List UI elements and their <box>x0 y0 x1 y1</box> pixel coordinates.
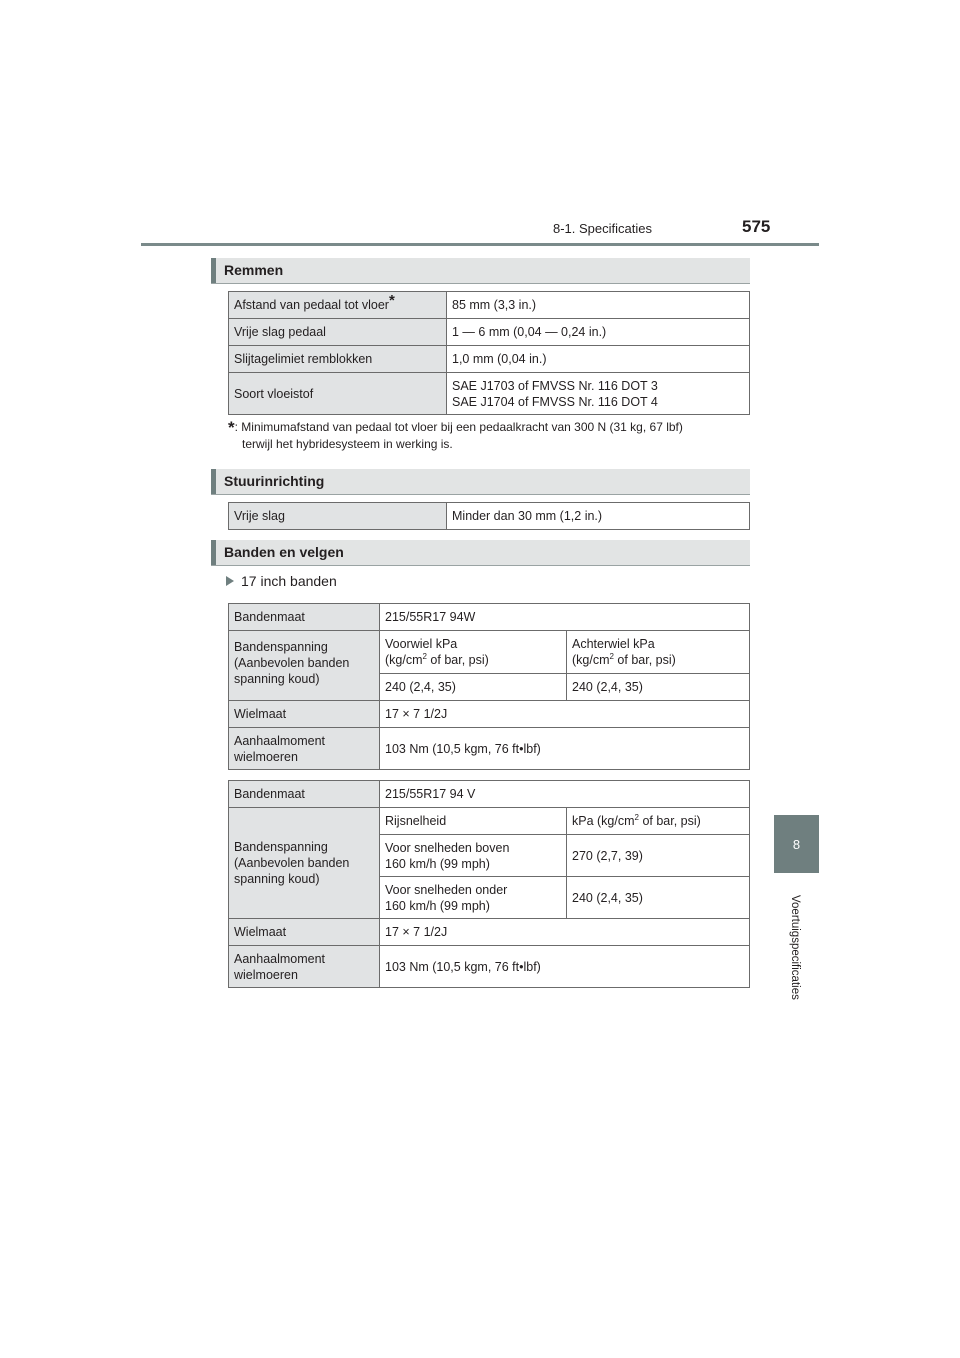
table-row: Aanhaalmoment wielmoeren 103 Nm (10,5 kgm, 76 ft•lbf) <box>229 728 750 770</box>
banden-table-2 <box>228 780 750 988</box>
table-row: Voor snelheden boven 160 km/h (99 mph) 270 (2,7, 39) <box>229 835 750 877</box>
table-row: Bandenspanning (Aanbevolen banden spanning koud) Voorwiel kPa ($kg/cm^2$ of bar, psi) Achterwiel kPa ($kg/cm^2$ of bar, psi) <box>229 631 750 674</box>
row-label: Slijtagelimiet remblokken <box>229 346 447 373</box>
chapter-tab[interactable] <box>774 815 819 873</box>
table-row <box>229 503 750 530</box>
header-rule <box>141 243 819 246</box>
heading-stuurinrichting: Stuurinrichting <box>211 469 750 495</box>
row-value: SAE J1703 of FMVSS Nr. 116 DOT 3 SAE J1704 of FMVSS Nr. 116 DOT 4 <box>447 373 750 415</box>
row-label: Vrije slag <box>229 503 447 530</box>
row-label: Afstand van pedaal tot vloer* <box>229 292 447 319</box>
table-row: Bandenmaat 215/55R17 94 V <box>229 781 750 808</box>
table-row: Aanhaalmoment wielmoeren 103 Nm (10,5 kgm, 76 ft•lbf) <box>229 946 750 988</box>
row-value: Minder dan 30 mm (1,2 in.) <box>447 503 750 530</box>
row-label: Vrije slag pedaal <box>229 319 447 346</box>
heading-remmen: Remmen <box>211 258 750 284</box>
table-row <box>229 373 750 415</box>
table-row <box>229 319 750 346</box>
footnote: *: Minimumafstand van pedaal tot vloer bij een pedaalkracht van 300 N (31 kg, 67 lbf) terwijl het hybridesysteem in werking is. <box>228 418 683 451</box>
row-value: 85 mm (3,3 in.) <box>447 292 750 319</box>
section-title: 8-1. Specificaties <box>553 221 652 236</box>
row-value: 1,0 mm (0,04 in.) <box>447 346 750 373</box>
table-row: Bandenspanning (Aanbevolen banden spanning koud) Rijsnelheid kPa ($kg/cm^2$ of bar, psi) <box>229 808 750 835</box>
triangle-bullet-icon <box>226 576 234 586</box>
remmen-table <box>228 291 750 415</box>
heading-banden: Banden en velgen <box>211 540 750 566</box>
table-row: Voor snelheden onder 160 km/h (99 mph) 240 (2,4, 35) <box>229 877 750 919</box>
table-row <box>229 346 750 373</box>
stuurinrichting-table <box>228 502 750 530</box>
banden-table-1 <box>228 603 750 770</box>
chapter-number: 8 <box>792 836 801 852</box>
row-label: Soort vloeistof <box>229 373 447 415</box>
chapter-label: Voertuigspecificaties <box>789 895 801 1000</box>
table-row: 240 (2,4, 35) 240 (2,4, 35) <box>229 674 750 701</box>
page-number: 575 <box>742 217 771 236</box>
table-row: Wielmaat 17 × 7 1/2J <box>229 919 750 946</box>
table-row: Bandenmaat 215/55R17 94W <box>229 604 750 631</box>
row-value: 1 — 6 mm (0,04 — 0,24 in.) <box>447 319 750 346</box>
subheading-17-inch: 17 inch banden <box>226 573 337 589</box>
table-row: Wielmaat 17 × 7 1/2J <box>229 701 750 728</box>
table-row <box>229 292 750 319</box>
